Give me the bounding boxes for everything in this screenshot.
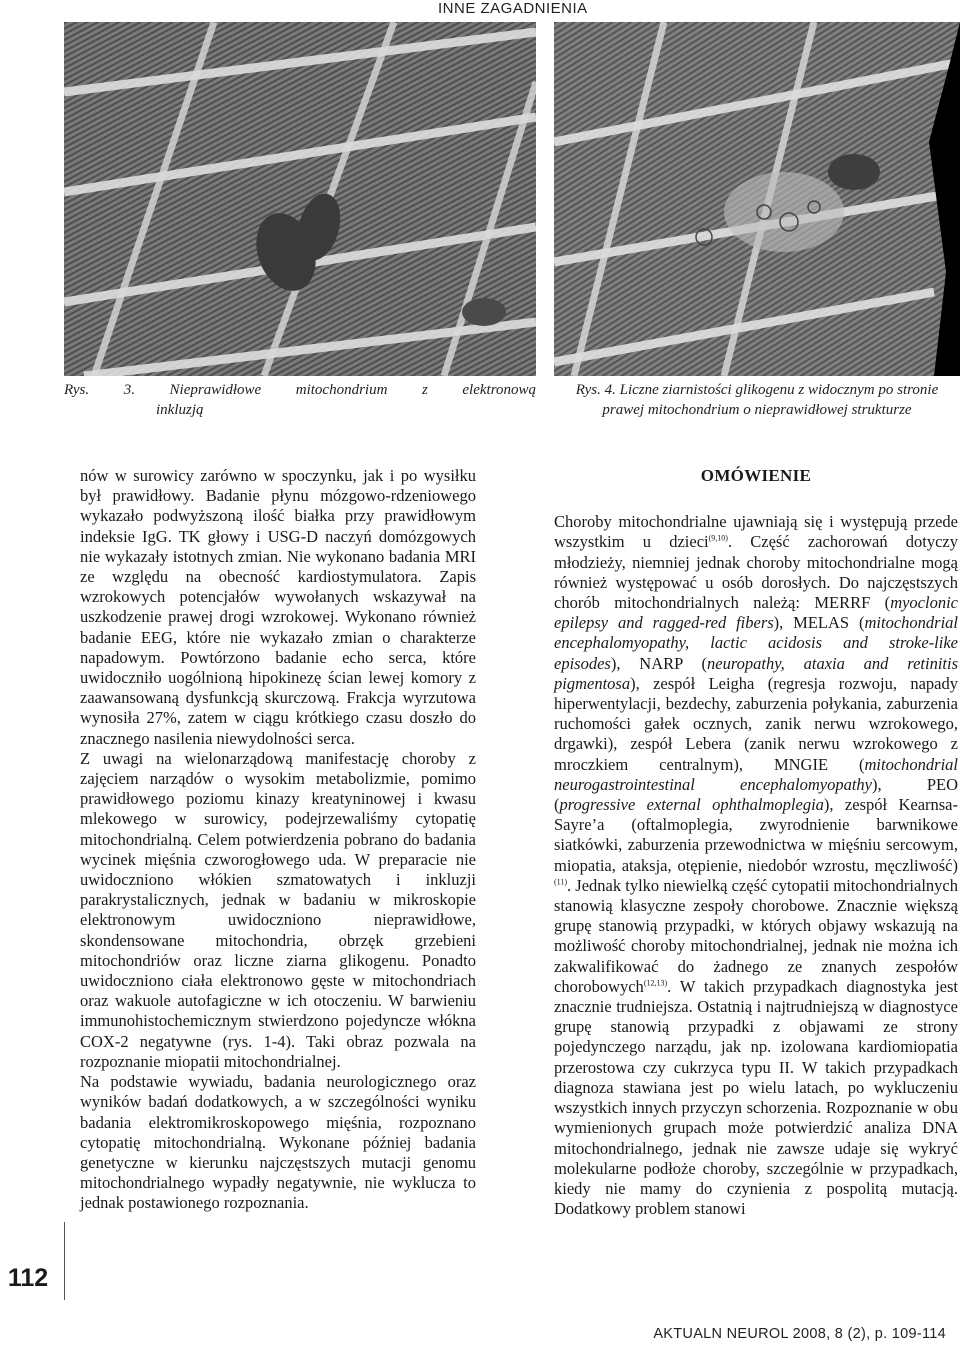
figure-4-caption: [554, 380, 960, 420]
italic-term: mitochondrial neurogastrointestinal encephalomyopathy: [554, 754, 958, 794]
italic-term: neuropathy, ataxia and retinitis pigmentosa: [554, 653, 958, 693]
reference: (12,13): [643, 978, 668, 988]
italic-term: mitochondrial encephalomyopathy, lactic acidosis and stroke-like episodes: [554, 613, 958, 673]
figure-3-caption-line-2: inkluzją: [156, 402, 204, 418]
figure-4-caption-line-1: Rys. 4. Liczne ziarnistości glikogenu z widocznym po stronie: [575, 382, 939, 398]
running-header: INNE ZAGADNIENIA: [438, 0, 588, 17]
italic-term: progressive external ophthalmoplegia: [559, 795, 824, 815]
figure-3-micrograph: [64, 22, 536, 376]
text-segment: . W takich przypadkach diagnostyka jest znacznie trudniejsza. Ostatnią i najtrudniejszą w diagnostyce grupę stanowią przypadki z objawami ze strony pojedynczego narządu, jak np. izolowana kardiomiopatia przerostowa czy cukrzyca typu II. W takich przypadkach diagnoza stawiana jest po wielu latach, po wykluczeniu wszystkich innych przyczyn schorzenia. Rozpoznanie w obu wymienionych grupach może potwierdzić analiza DNA mitochondrialnego, jednak nie zawsze udaje się wykryć molekularne podłoże choroby, szczególnie w przypadkach, kiedy nie mamy do czynienia z pospolitą mutacją. Dodatkowy problem stanowi: [554, 976, 958, 1219]
text-segment: ), zespół Kearnsa-Sayre’a (oftalmoplegia, zwyrodnienie barwnikowe siatkówki, zaburzenia przewodnictwa w mięśniu sercowym, miopatia, ataksja, otępienie, niedobór wzrostu, męczliwość): [554, 795, 958, 875]
italic-term: myoclonic epilepsy and ragged-red fibers: [554, 593, 958, 633]
text-segment: . Jednak tylko niewielką część cytopatii mitochondrialnych stanowią klasyczne zespoły chorobowe. Znacznie większą grupę stanowią przypadki, w których objawy wskazują na możliwość choroby mitochondrialnej, jednak nie można ich zakwalifikować do żadnego ze znanych zespołów chorobowych: [554, 875, 958, 996]
page-number-rule: [64, 1222, 65, 1300]
figure-3-caption-line-1: Rys. 3. Nieprawidłowe mitochondrium z elektronową: [64, 382, 536, 398]
section-title: OMÓWIENIE: [700, 466, 812, 485]
text-segment: ), zespół Leigha (regresja rozwoju, napady hiperwentylacji, bezdechy, zaburzenia połykania, zaburzenia ruchomości gałek ocznych, zanik nerwu wzrokowego, drgawki), zespół Lebera (zanik nerwu wzrokowego z mroczkiem centralnym), MNGIE (: [554, 673, 958, 774]
reference: (11): [554, 877, 568, 887]
page-number: 112: [7, 1264, 49, 1292]
paragraph: Z uwagi na wielonarządową manifestację choroby z zajęciem narządów o wysokim metabolizmie, pomimo prawidłowego poziomu kinazy kreatyninowej i kwasu mlekowego w surowicy, podejrzewaliśmy cytopatię mitochondrialną. Celem potwierdzenia pobrano do badania wycinek mięśnia czworogłowego uda. W preparacie nie uwidoczniono włókien szmatowatych i inkluzji parakrystalicznych, jednak w badaniu w mikroskopie elektronowym uwidoczniono nieprawidłowe, skondensowane mitochondria, obrzęk grzebieni mitochondriów oraz liczne ziarna glikogenu. Ponadto uwidoczniono ciała elektronowo gęste w mitochondriach oraz wakuole autofagiczne w ich otoczeniu. W barwieniu immunohistochemicznym stwierdzono pojedyncze włókna COX-2 negatywne (rys. 1-4). Taki obraz pozwala na rozpoznanie miopatii mitochondrialnej.: [80, 748, 476, 1071]
figure-4-caption-line-2: prawej mitochondrium o nieprawidłowej strukturze: [602, 402, 912, 418]
figure-4-micrograph: [554, 22, 960, 376]
text-segment: ), MELAS (: [773, 613, 865, 633]
figure-3-caption: [64, 380, 536, 420]
journal-citation: AKTUALN NEUROL 2008, 8 (2), p. 109-114: [653, 1326, 946, 1342]
right-text-column: [554, 466, 958, 1219]
text-segment: ), PEO (: [554, 774, 958, 815]
paragraph: Na podstawie wywiadu, badania neurologicznego oraz wyników badań dodatkowych, a w szczególności wyniku badania elektromikroskopowego mięśnia, rozpoznano cytopatię mitochondrialną. Wykonane później badania genetyczne w kierunku najczęstszych mutacji genomu mitochondrialnego wypadły negatywnie, nie wyklucza to jednak postawionego rozpoznania.: [80, 1072, 476, 1213]
paragraph: nów w surowicy zarówno w spoczynku, jak i po wysiłku był prawidłowy. Badanie płynu mózgowo-rdzeniowego wykazało podwyższoną ilość białka przy prawidłowym indeksie IgG. TK głowy i USG-D naczyń domózgowych nie wykazały istotnych zmian. Nie wykonano badania MRI ze względu na obecność kardiostymulatora. Zapis wzrokowych potencjałów wywołanych wskazywał na uszkodzenie prawej drogi wzrokowej. Wykonano również badanie EEG, które nie wykazało zmian o charakterze napadowym. Powtórzono badanie echo serca, które uwidoczniło uogólnioną hipokinezę ścian lewej komory z zaawansowaną dysfunkcją skurczową. Frakcja wyrzutowa wynosiła 27%, zatem w ciągu krótkiego czasu doszło do znacznego nasilenia niewydolności serca.: [80, 466, 476, 748]
paragraph: [554, 512, 958, 1219]
reference: (9,10): [708, 533, 728, 543]
text-segment: . Część zachorowań dotyczy młodzieży, niemniej jednak choroby mitochondrialne mogą również występować u osób dorosłych. Do najczęstszych chorób mitochondrialnych należą: MERRF (: [554, 532, 958, 613]
text-segment: Choroby mitochondrialne ujawniają się i występują przede wszystkim u dzieci: [554, 512, 958, 552]
left-text-column: [80, 466, 476, 1214]
text-segment: ), NARP (: [610, 653, 708, 673]
